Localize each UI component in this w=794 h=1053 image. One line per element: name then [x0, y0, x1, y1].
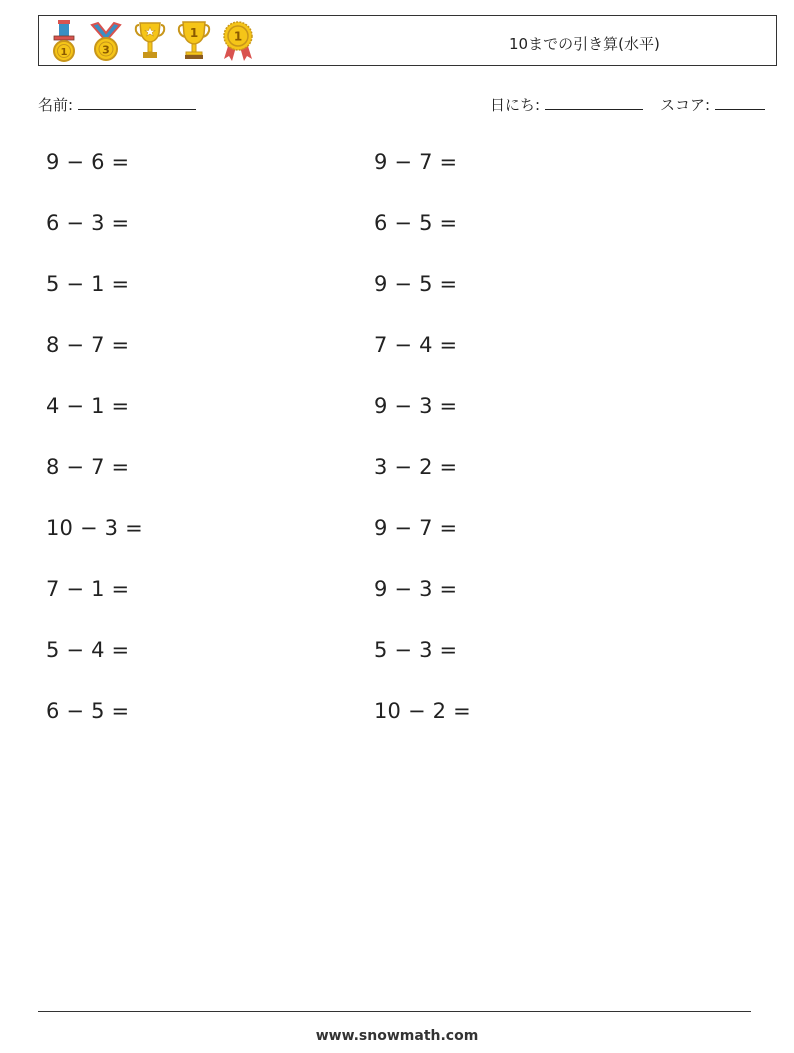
svg-text:1: 1 [233, 29, 243, 44]
problem-left-8: 7 − 1 = [46, 577, 130, 601]
problem-right-1: 9 − 7 = [374, 150, 458, 174]
footer-site[interactable]: www.snowmath.com [315, 1028, 479, 1044]
problem-left-7: 10 − 3 = [46, 516, 143, 540]
rosette-1-icon [219, 19, 257, 63]
date-label: 日にち: [490, 96, 541, 114]
problem-right-4: 7 − 4 = [374, 333, 458, 357]
problem-right-8: 9 − 3 = [374, 577, 458, 601]
svg-text:3: 3 [102, 43, 110, 57]
date-field [490, 94, 643, 115]
svg-text:1: 1 [189, 26, 199, 40]
svg-text:1: 1 [60, 47, 68, 58]
problem-left-2: 6 − 3 = [46, 211, 130, 235]
problem-right-7: 9 − 7 = [374, 516, 458, 540]
problem-left-9: 5 − 4 = [46, 638, 130, 662]
problem-right-2: 6 − 5 = [374, 211, 458, 235]
problem-left-10: 6 − 5 = [46, 699, 130, 723]
footer-divider [38, 1011, 751, 1012]
problem-left-4: 8 − 7 = [46, 333, 130, 357]
problem-right-10: 10 − 2 = [374, 699, 471, 723]
problem-left-1: 9 − 6 = [46, 150, 130, 174]
problem-left-5: 4 − 1 = [46, 394, 130, 418]
problem-right-9: 5 − 3 = [374, 638, 458, 662]
date-blank[interactable] [545, 95, 643, 110]
name-field [38, 94, 196, 115]
score-field [660, 94, 765, 115]
name-blank[interactable] [78, 95, 196, 110]
worksheet-title: 10までの引き算(水平) [509, 35, 660, 53]
problem-left-3: 5 − 1 = [46, 272, 130, 296]
medal-ribbon-1-icon [47, 19, 81, 63]
problem-left-6: 8 − 7 = [46, 455, 130, 479]
problem-right-5: 9 − 3 = [374, 394, 458, 418]
header-box [38, 15, 777, 66]
trophy-1-icon [175, 19, 213, 63]
star-trophy-icon [131, 19, 169, 63]
score-label: スコア: [660, 96, 711, 114]
medal-3-icon [87, 19, 125, 63]
problem-right-6: 3 − 2 = [374, 455, 458, 479]
problem-right-3: 9 − 5 = [374, 272, 458, 296]
medal-icons [47, 18, 257, 64]
score-blank[interactable] [715, 95, 765, 110]
name-label: 名前: [38, 96, 74, 114]
